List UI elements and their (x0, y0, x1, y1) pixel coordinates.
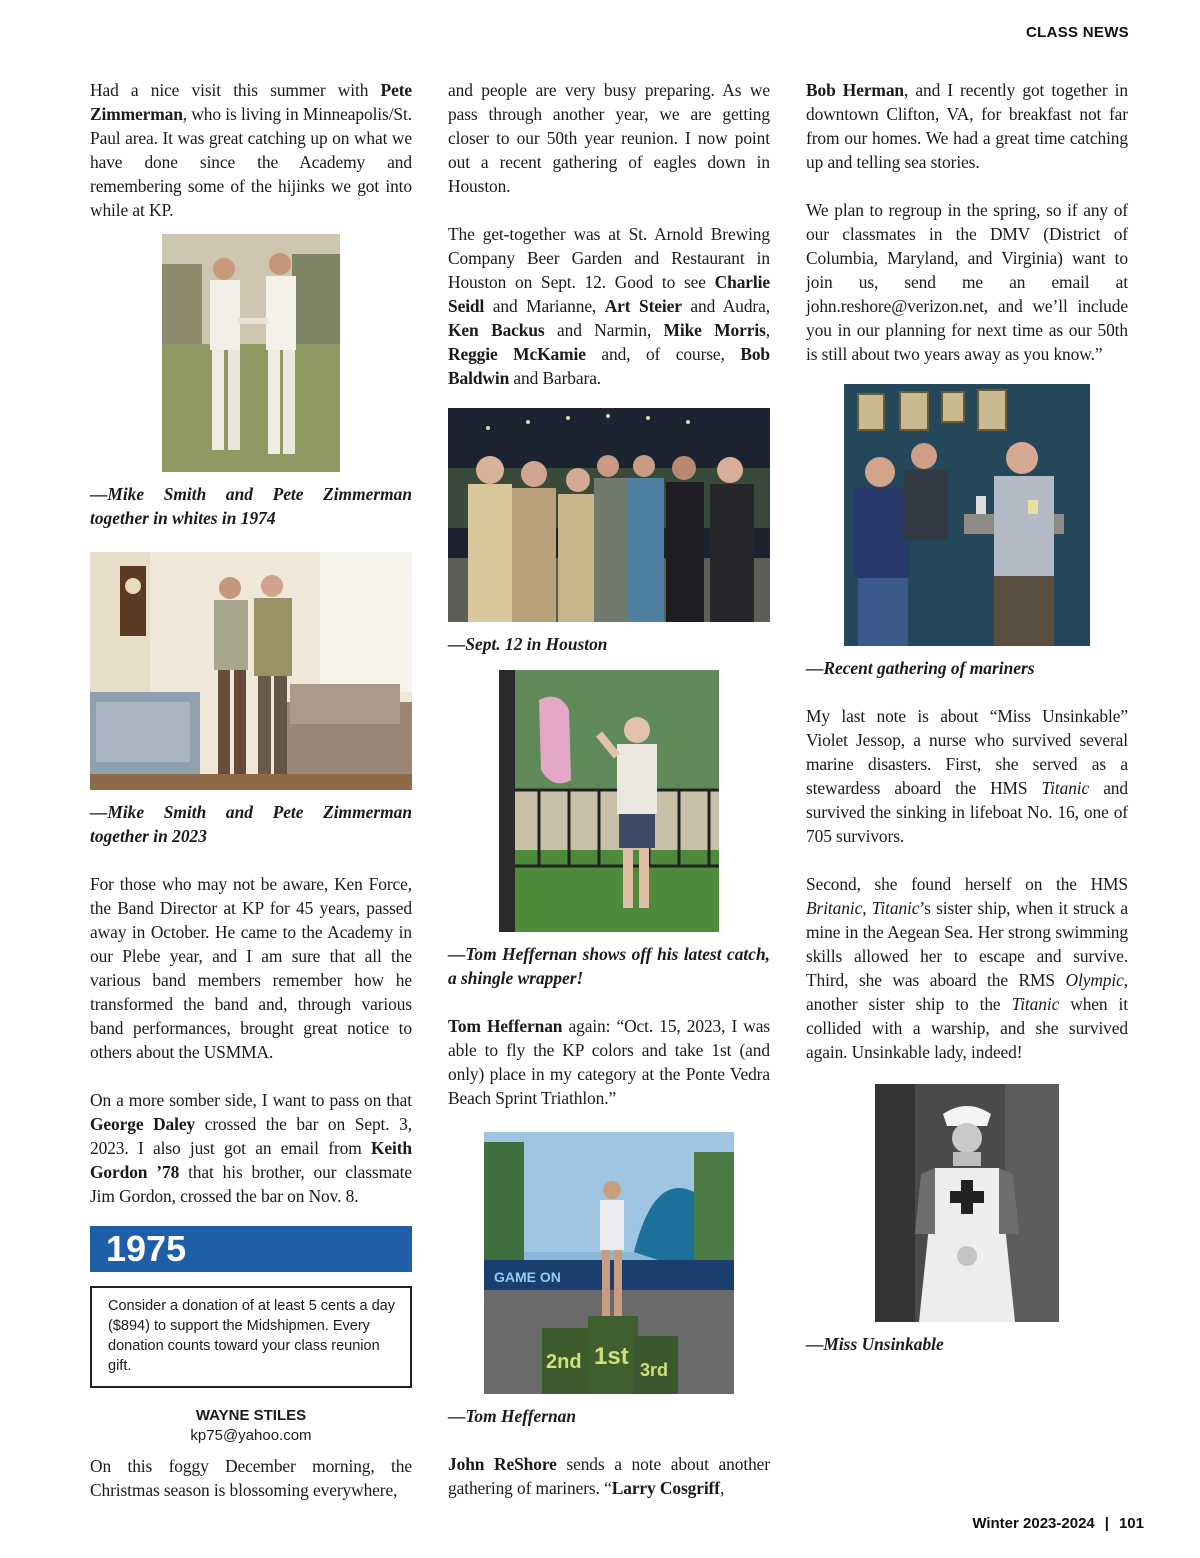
class-year-heading: 1975 (90, 1226, 412, 1272)
paragraph: On this foggy December morning, the Christmas season is blossoming everywhere, (90, 1456, 412, 1500)
photo-caption: —Sept. 12 in Houston (448, 634, 608, 654)
footer-separator: | (1104, 1515, 1109, 1532)
photo-caption: —Mike Smith and Pete Zimmerman together in whites in 1974 (90, 484, 412, 528)
photo-2023-living-room (90, 552, 412, 790)
column-1 (90, 78, 412, 1526)
photo-caption: —Miss Unsinkable (806, 1334, 944, 1354)
podium-label-2nd: 2nd (546, 1351, 582, 1373)
paragraph: Had a nice visit this summer with Pete Zimmerman, who is living in Minneapolis/St. Paul area. It was great catching up on what we have done since the Academy and remembering some of the hijinks we got into while at KP. (90, 80, 412, 220)
paragraph: On a more somber side, I want to pass on that George Daley crossed the bar on Sept. 3, 2023. I also just got an email from Keith Gordon ’78 that his brother, our classmate Jim Gordon, crossed the bar on Nov. 8. (90, 1090, 412, 1206)
banner-label: GAME ON (494, 1269, 561, 1285)
photo-caption: —Mike Smith and Pete Zimmerman together in 2023 (90, 802, 412, 846)
paragraph: The get-together was at St. Arnold Brewing Company Beer Garden and Restaurant in Houston on Sept. 12. Good to see Charlie Seidl and Marianne, Art Steier and Audra, Ken Backus and Narmin, Mike Morris, Reggie McKamie and, of course, Bob Baldwin and Barbara. (448, 224, 771, 388)
section-header: CLASS NEWS (1025, 24, 1129, 41)
photo-mariners-gathering (844, 384, 1090, 646)
photo-violet-jessop (875, 1084, 1059, 1322)
page-number: 101 (1118, 1515, 1144, 1532)
photo-houston-group (448, 408, 770, 622)
photo-shingle-wrapper (499, 670, 719, 932)
paragraph: Tom Heffernan again: “Oct. 15, 2023, I was able to fly the KP colors and take 1st (and only) place in my category at the Ponte Vedra Beach Sprint Triathlon.” (448, 1016, 770, 1108)
photo-triathlon-podium (484, 1132, 734, 1394)
podium-label-1st: 1st (594, 1343, 629, 1370)
paragraph: Bob Herman, and I recently got together in downtown Clifton, VA, for breakfast not far from our homes. We had a great time catching up and telling sea stories. (806, 80, 1128, 172)
photo-caption: —Recent gathering of mariners (806, 658, 1035, 678)
column-2 (448, 78, 770, 1524)
paragraph: Second, she found herself on the HMS Britanic, Titanic’s sister ship, when it struck a mine in the Aegean Sea. Her strong swimming skills allowed her to escape and survive. Third, she was aboard the RMS Olympic, another sister ship to the Titanic when it collided with a warship, and she survived again. Unsinkable lady, indeed! (806, 874, 1128, 1062)
paragraph: For those who may not be aware, Ken Force, the Band Director at KP for 45 years, passed away in October. He came to the Academy in our Plebe year, and I am sure that all the various band members remember how he transformed the band and, through various band performances, brought great notice to others about the USMMA. (90, 874, 412, 1062)
correspondent-name: WAYNE STILES (195, 1407, 307, 1424)
paragraph: My last note is about “Miss Unsinkable” Violet Jessop, a nurse who survived several marine disasters. First, she served as a stewardess aboard the HMS Titanic and survived the sinking in lifeboat No. 16, one of 705 survivors. (806, 706, 1128, 846)
issue-label: Winter 2023-2024 (972, 1515, 1095, 1532)
photo-whites-1974 (162, 234, 340, 472)
paragraph: We plan to regroup in the spring, so if any of our classmates in the DMV (District of Columbia, Maryland, and Virginia) want to join us, send me an email at john.reshore@verizon.net, and we’ll include you in our planning for next time as our 50th is still about two years away as you know.” (806, 200, 1128, 364)
paragraph: John ReShore sends a note about another gathering of mariners. “Larry Cosgriff, (448, 1454, 770, 1498)
photo-caption: —Tom Heffernan shows off his latest catch, a shingle wrapper! (448, 944, 770, 988)
paragraph: and people are very busy preparing. As we pass through another year, we are getting closer to our 50th year reunion. I now point out a recent gathering of eagles down in Houston. (448, 80, 770, 196)
column-3 (806, 78, 1128, 1380)
donation-box: Consider a donation of at least 5 cents a day ($894) to support the Midshipmen. Every donation counts toward your class reunion gift. (90, 1286, 412, 1388)
podium-label-3rd: 3rd (640, 1360, 669, 1380)
correspondent-email[interactable]: kp75@yahoo.com (190, 1427, 312, 1444)
photo-caption: —Tom Heffernan (448, 1406, 577, 1426)
page-footer (972, 1515, 1144, 1532)
